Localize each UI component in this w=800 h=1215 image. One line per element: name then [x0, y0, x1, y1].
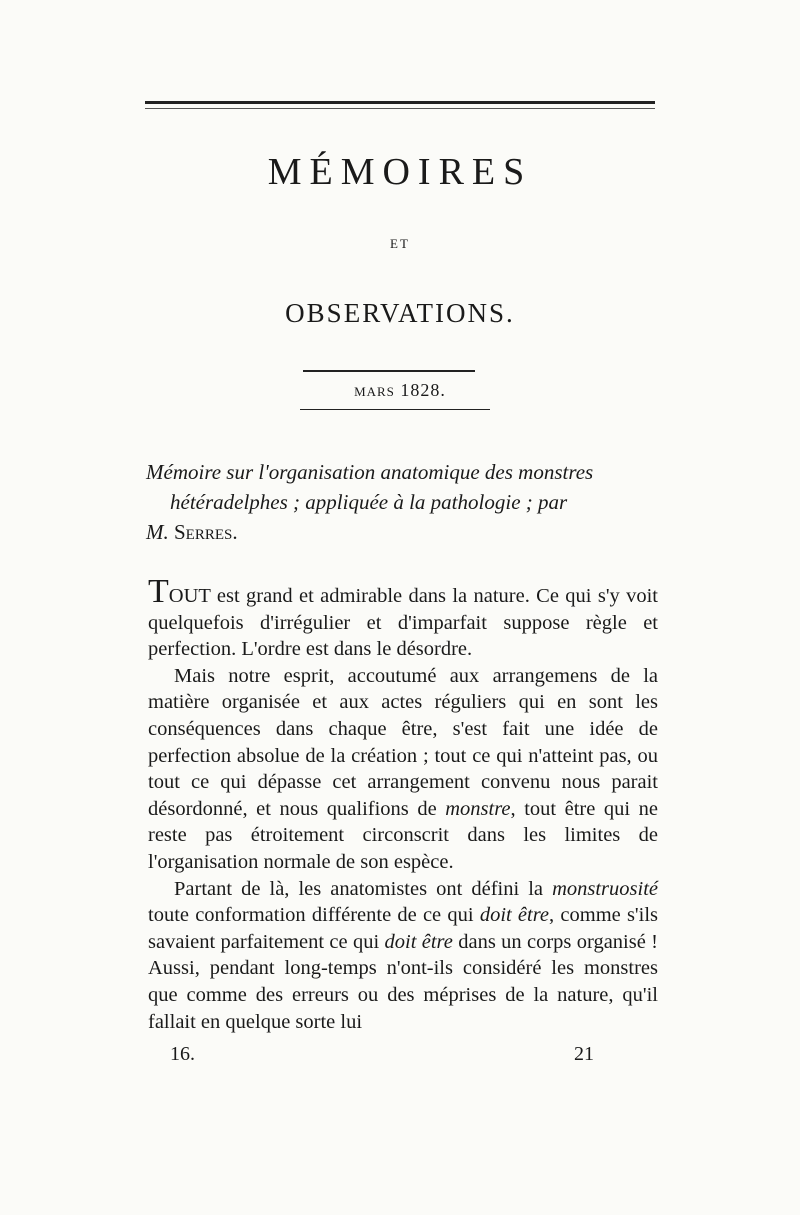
- drop-cap: T: [148, 573, 169, 610]
- emphasis-monstruosite: monstruosité: [552, 877, 658, 900]
- page-number: 21: [574, 1043, 594, 1065]
- article-title: [146, 457, 676, 488]
- top-rule-thin: [145, 108, 655, 109]
- article-author: [146, 517, 676, 548]
- paragraph-3: Partant de là, les anatomistes ont défini la monstruosité toute conformation différente de ce qui doit être, comme s'ils savaient parfaitement ce qui doit être dans un corps organisé ! Aussi, pendant long-temps n'ont-ils considéré les monstres que comme des erreurs ou des méprises de la nature, qu'il fallait en quelque sorte lui: [148, 877, 659, 1033]
- article-title-line1: Mémoire sur l'organisation anatomique des monstres: [146, 460, 594, 484]
- article-title-cont: [170, 487, 686, 518]
- emphasis-doit-etre: doit être: [479, 904, 550, 927]
- signature-mark: 16.: [170, 1043, 195, 1065]
- issue-month: MARS: [354, 384, 395, 399]
- date-rule-bottom: [300, 409, 490, 410]
- article-body: [148, 573, 659, 1035]
- author-prefix: M.: [146, 520, 174, 544]
- top-rule: [145, 101, 655, 104]
- paragraph-2: Mais notre esprit, accoutumé aux arrangemens de la matière organisée et aux actes réguliers qui en sont les conséquences dans chaque être, s'est fait une idée de perfection absolue de la création ; tout ce qui n'atteint pas, ou tout ce qui dépasse cet arrangement convenu nous parait désordonné, et nous qualifions de monstre, tout être qui ne reste pas étroitement circonscrit dans les limites de l'organisation normale de son espèce.: [148, 664, 658, 873]
- section-subtitle: OBSERVATIONS.: [285, 298, 515, 328]
- issue-year: 1828.: [400, 380, 446, 400]
- author-name: Serres.: [174, 520, 238, 544]
- section-conjunction: ET: [390, 236, 410, 251]
- paragraph-1: [148, 573, 658, 663]
- paragraph-1-text: OUT est grand et admirable dans la nature. Ce qui s'y voit quelquefois d'irrégulier et d'imparfait suppose règle et perfection. L'ordre est dans le désordre.: [148, 585, 658, 661]
- emphasis-monstre: monstre: [445, 797, 511, 820]
- emphasis-doit-etre-2: doit être: [384, 930, 453, 953]
- issue-date: [0, 380, 800, 401]
- date-rule-top: [303, 370, 475, 372]
- article-title-line2: hétéradelphes ; appliquée à la pathologie ; par: [170, 490, 568, 514]
- section-title: MÉMOIRES: [267, 151, 533, 193]
